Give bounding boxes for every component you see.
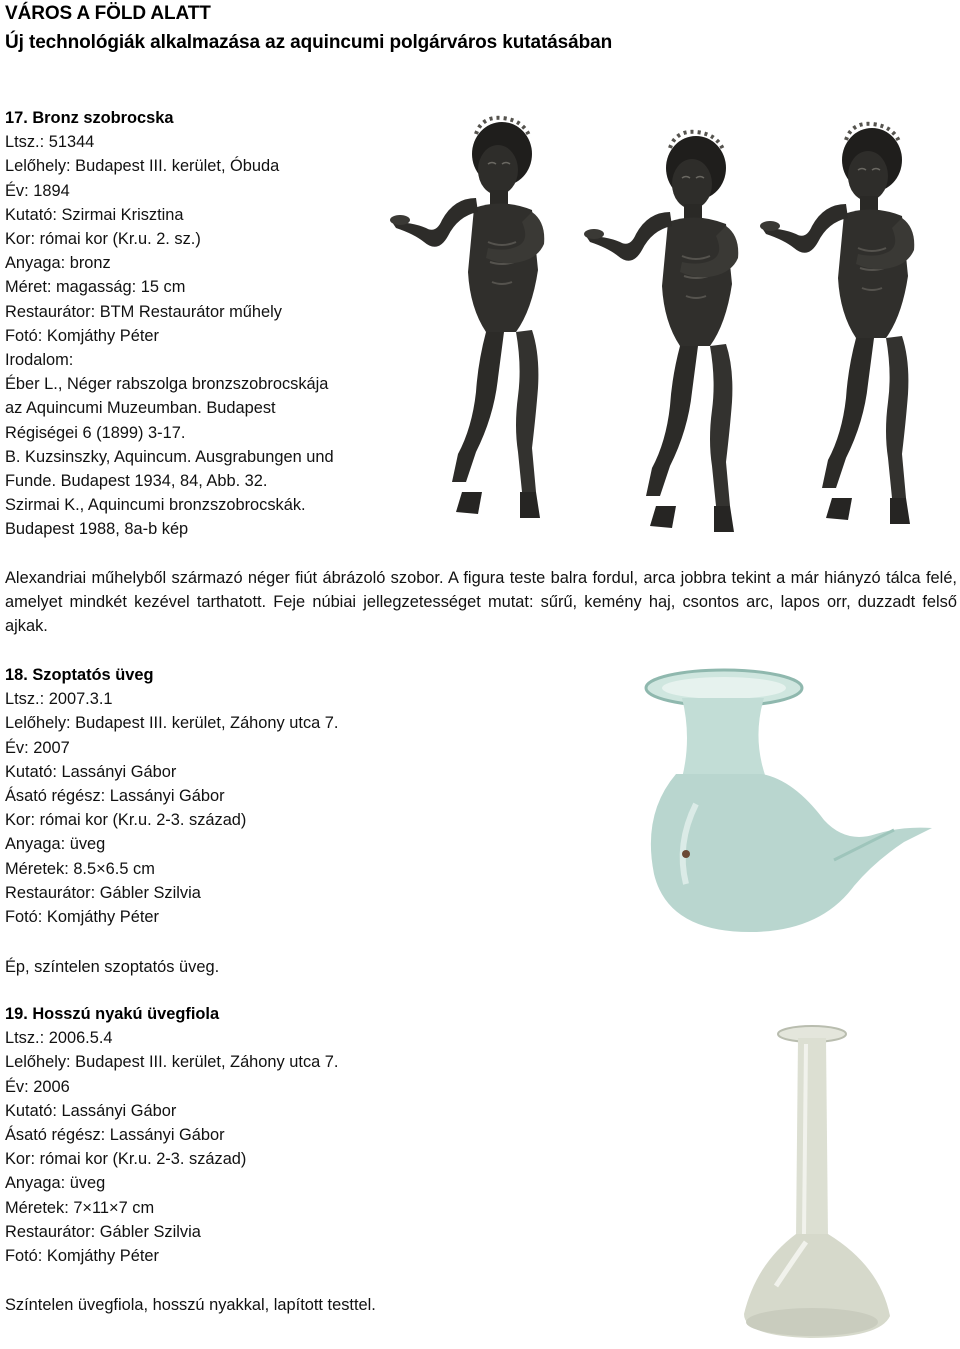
item-19-description: Színtelen üvegfiola, hosszú nyakkal, lapított testtel. — [5, 1296, 376, 1314]
item-17-line: Szirmai K., Aquincumi bronzszobrocskák. — [5, 496, 306, 515]
item-17-line: Év: 1894 — [5, 181, 70, 200]
item-18-line: Lelőhely: Budapest III. kerület, Záhony utca 7. — [5, 714, 339, 733]
item-17-line: Fotó: Komjáthy Péter — [5, 326, 159, 345]
page-subtitle: Új technológiák alkalmazása az aquincumi polgárváros kutatásában — [5, 32, 613, 53]
item-18-line: Év: 2007 — [5, 738, 70, 757]
item-18-line: Kutató: Lassányi Gábor — [5, 762, 177, 781]
item-18-line: Ásató régész: Lassányi Gábor — [5, 787, 225, 806]
item-17-line: Kutató: Szirmai Krisztina — [5, 205, 184, 224]
item-19-line: Kutató: Lassányi Gábor — [5, 1101, 177, 1120]
item-19-heading: 19. Hosszú nyakú üvegfiola — [5, 1005, 220, 1023]
glass-phial-photo — [740, 1024, 930, 1342]
item-17-line: Ltsz.: 51344 — [5, 133, 95, 152]
item-19-line: Anyaga: üveg — [5, 1174, 106, 1193]
item-18-description: Ép, színtelen szoptatós üveg. — [5, 958, 220, 976]
page-title: VÁROS A FÖLD ALATT — [5, 3, 211, 24]
item-19-line: Méretek: 7×11×7 cm — [5, 1198, 155, 1217]
item-19-line: Ásató régész: Lassányi Gábor — [5, 1126, 225, 1145]
item-19-line: Restaurátor: Gábler Szilvia — [5, 1222, 201, 1241]
item-18-metadata — [5, 663, 338, 929]
item-17-line: Irodalom: — [5, 351, 74, 370]
item-19-line: Lelőhely: Budapest III. kerület, Záhony utca 7. — [5, 1053, 339, 1072]
item-19-line: Év: 2006 — [5, 1077, 70, 1096]
item-17-line: B. Kuzsinszky, Aquincum. Ausgrabungen und — [5, 447, 334, 466]
item-18-heading: 18. Szoptatós üveg — [5, 666, 154, 684]
item-17-line: Funde. Budapest 1934, 84, Abb. 32. — [5, 472, 268, 491]
item-17-metadata — [5, 106, 334, 542]
feeding-bottle-photo — [636, 664, 942, 940]
item-17-line: Éber L., Néger rabszolga bronzszobrocskája — [5, 375, 329, 394]
item-19-line: Ltsz.: 2006.5.4 — [5, 1029, 113, 1048]
item-18-line: Anyaga: üveg — [5, 835, 106, 854]
item-17-heading: 17. Bronz szobrocska — [5, 109, 174, 127]
item-17-line: Restaurátor: BTM Restaurátor műhely — [5, 302, 282, 321]
item-17-line: Lelőhely: Budapest III. kerület, Óbuda — [5, 157, 280, 176]
item-18-line: Ltsz.: 2007.3.1 — [5, 690, 113, 709]
item-18-line: Restaurátor: Gábler Szilvia — [5, 883, 201, 902]
item-19-line: Fotó: Komjáthy Péter — [5, 1247, 159, 1266]
item-19-metadata — [5, 1002, 338, 1268]
item-17-line: Kor: római kor (Kr.u. 2. sz.) — [5, 230, 201, 249]
item-18-line: Méretek: 8.5×6.5 cm — [5, 859, 155, 878]
item-17-line: az Aquincumi Muzeumban. Budapest — [5, 399, 276, 418]
item-18-line: Kor: római kor (Kr.u. 2-3. század) — [5, 811, 247, 830]
item-19-line: Kor: római kor (Kr.u. 2-3. század) — [5, 1150, 247, 1169]
item-17-description: Alexandriai műhelyből származó néger fiút ábrázoló szobor. A figura teste balra fordul, arca jobbra tekint a már hiányzó tálca felé, amelyet mindkét kezével tarthatott. Feje núbiai jellegzetességet mutat: sűrű, kemény haj, csontos arc, lapos orr, duzzadt felső ajkak. — [5, 569, 957, 636]
bronze-statuettes-photo — [390, 112, 958, 552]
item-17-line: Anyaga: bronz — [5, 254, 111, 273]
item-18-line: Fotó: Komjáthy Péter — [5, 908, 159, 927]
item-17-line: Méret: magasság: 15 cm — [5, 278, 186, 297]
item-17-line: Régiségei 6 (1899) 3-17. — [5, 423, 186, 442]
item-17-line: Budapest 1988, 8a-b kép — [5, 520, 189, 539]
